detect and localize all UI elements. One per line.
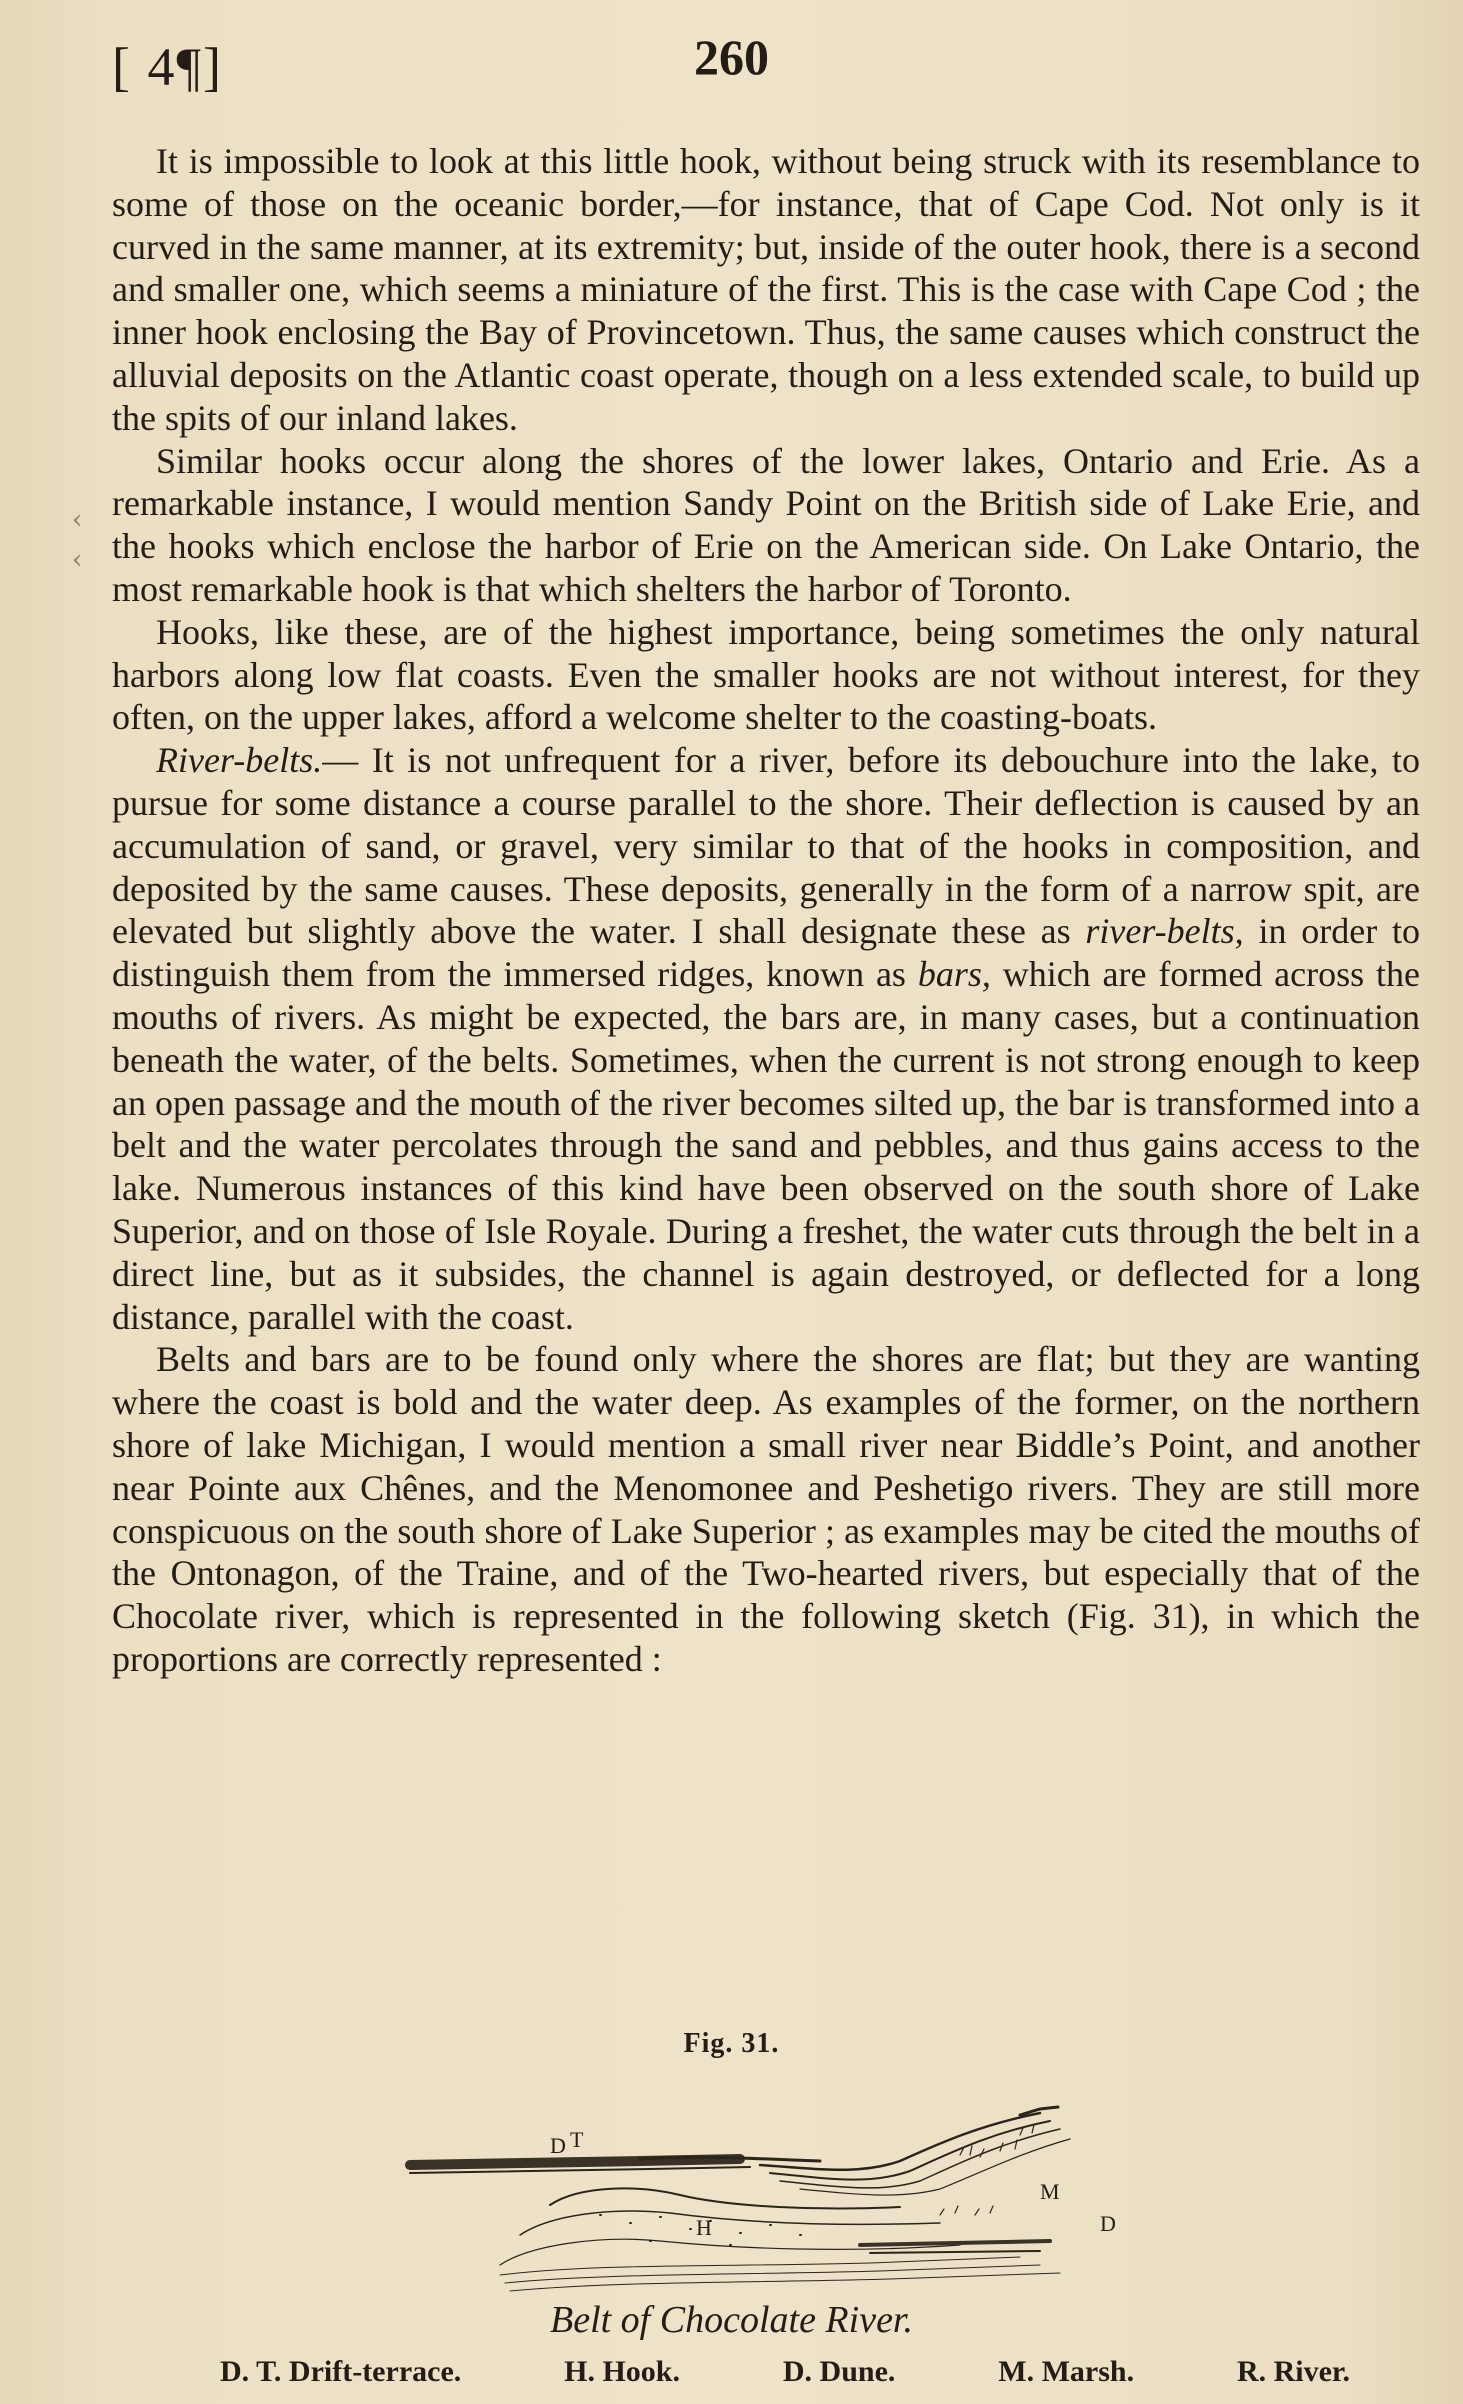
body-text xyxy=(112,140,1420,1681)
paragraph-text: It is impossible to look at this little hook, without being struck with its resemblance to some of those on the oceanic border,—for instance, that of Cape Cod. Not only is it curved in the same manner, at its extremity; but, inside of the outer hook, there is a second and smaller one, which seems a miniature of the first. This is the case with Cape Cod ; the inner hook enclosing the Bay of Provincetown. Thus, the same causes which construct the alluvial deposits on the Atlantic coast operate, though on a less extended scale, to build up the spits of our inland lakes. xyxy=(112,141,1420,438)
italic-term: River-belts. xyxy=(156,740,323,781)
figure-31-sketch xyxy=(400,2095,1190,2305)
italic-term: river-belts, xyxy=(1085,911,1244,952)
paragraph-text: Similar hooks occur along the shores of the lower lakes, Ontario and Erie. As a remarkable instance, I would mention Sandy Point on the British side of Lake Erie, and the hooks which enclose the harbor of Erie on the American side. On Lake Ontario, the most remarkable hook is that which shelters the harbor of Toronto. xyxy=(112,440,1420,609)
legend-item-hook: H. Hook. xyxy=(564,2355,680,2388)
paragraph-text: Belts and bars are to be found only where the shores are flat; but they are wanting where the coast is bold and the water deep. As examples of the former, on the northern shore of lake Michigan, I would mention a small river near Biddle’s Point, and another near Pointe aux Chênes, and the Menomonee and Peshetigo rivers. They are still more conspicuous on the south shore of Lake Superior ; as examples may be cited the mouths of the Ontonagon, of the Traine, and of the Two-hearted rivers, but especially that of the Chocolate river, which is represented in the following sketch (Fig. 31), in which the proportions are correctly represented : xyxy=(112,1339,1420,1679)
map-letter-d: D xyxy=(550,2133,566,2158)
map-letter-t: T xyxy=(570,2127,584,2152)
drift-terrace xyxy=(410,2157,820,2173)
paragraph xyxy=(112,739,1420,1338)
italic-term: bars, xyxy=(917,954,991,995)
margin-mark: ‹ xyxy=(72,545,83,575)
paragraph-text: — It is not unfrequent for a river, before its debouchure into the lake, to pursue for some distance a course parallel to the shore. Their deflection is caused by an accumulation of sand, or gravel, very similar to that of the hooks in composition, and deposited by the same causes. These deposits, generally in the form of a narrow spit, are elevated but slightly above the water. I shall designate these as xyxy=(112,740,1420,952)
paragraph-text: in order to distinguish them from the immersed ridges, known as xyxy=(112,911,1420,995)
map-letter-m: M xyxy=(1040,2179,1060,2204)
figure-legend xyxy=(220,2355,1350,2389)
figure-label: Fig. 31. xyxy=(683,2028,780,2059)
figure-caption: Belt of Chocolate River. xyxy=(549,2299,914,2341)
map-letter-h: H xyxy=(696,2215,712,2240)
map-letter-d-dune: D xyxy=(1100,2211,1116,2236)
page-reference: [ 4¶] xyxy=(112,37,223,97)
legend-item-dune: D. Dune. xyxy=(782,2355,896,2388)
page-header xyxy=(0,28,1463,98)
river-belt xyxy=(760,2107,1070,2195)
paragraph xyxy=(112,1338,1420,1680)
paragraph xyxy=(112,140,1420,440)
legend-item-river: R. River. xyxy=(1236,2355,1350,2388)
paragraph-text: Hooks, like these, are of the highest importance, being sometimes the only natural harbors along low flat coasts. Even the smaller hooks are not without interest, for they often, on the upper lakes, afford a welcome shelter to the coasting-boats. xyxy=(112,611,1420,738)
margin-mark: ‹ xyxy=(72,505,83,535)
page-number: 260 xyxy=(694,29,769,85)
paragraph xyxy=(112,440,1420,611)
legend-item-marsh: M. Marsh. xyxy=(998,2355,1135,2388)
margin-marks xyxy=(72,500,82,580)
paragraph xyxy=(112,611,1420,739)
paragraph-text: which are formed across the mouths of rivers. As might be expected, the bars are, in many cases, but a continuation beneath the water, of the belts. Sometimes, when the current is not strong enough to keep an open passage and the mouth of the river becomes silted up, the bar is transformed into a belt and the water percolates through the sand and pebbles, and thus gains access to the lake. Numerous instances of this kind have been observed on the south shore of Lake Superior, and on those of Isle Royale. During a freshet, the water cuts through the belt in a direct line, but as it subsides, the channel is again destroyed, or deflected for a long distance, parallel with the coast. xyxy=(112,954,1420,1337)
legend-item-drift-terrace: D. T. Drift-terrace. xyxy=(220,2355,462,2388)
